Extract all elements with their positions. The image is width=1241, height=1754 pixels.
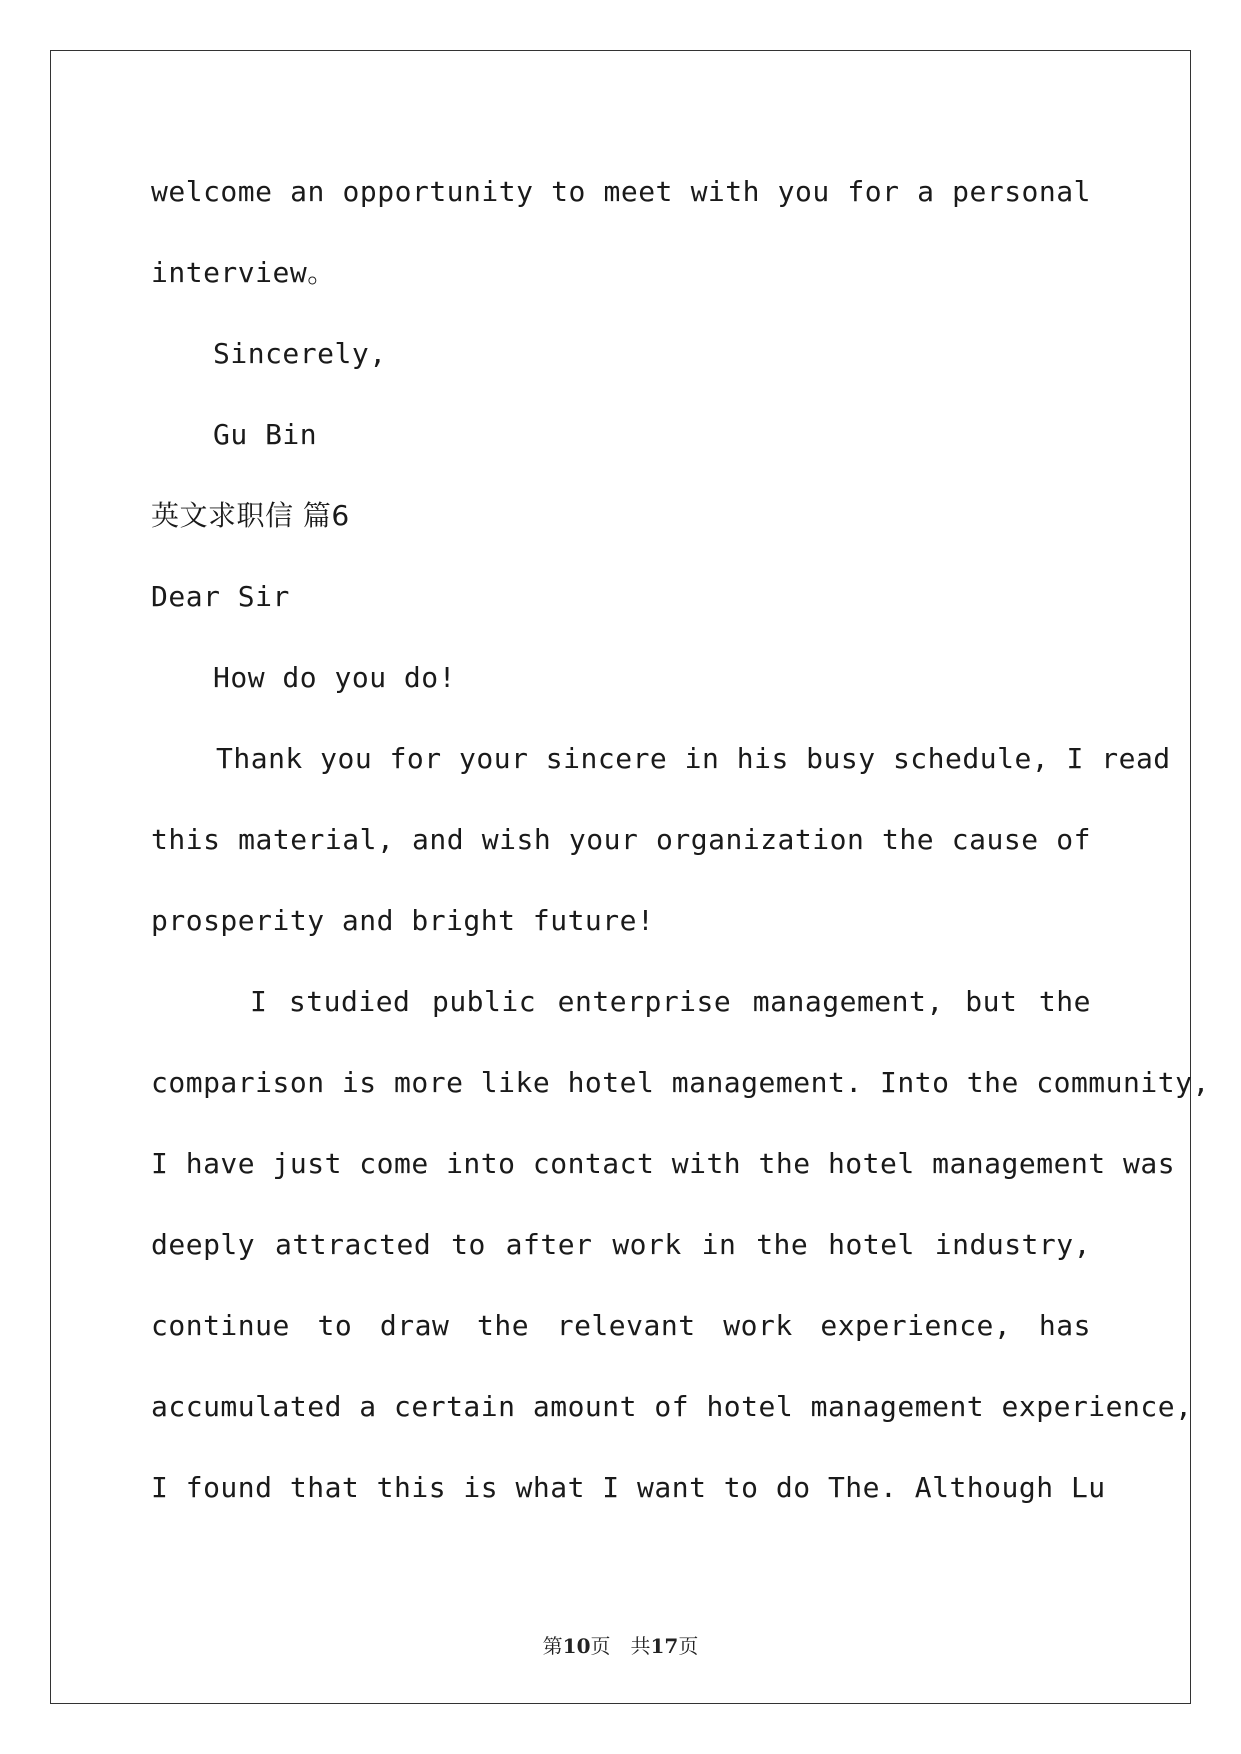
current-page-number: 10 xyxy=(562,1634,591,1658)
text-line: interview。 xyxy=(151,256,336,289)
footer-total-prefix: 共 xyxy=(630,1634,651,1658)
text-line: prosperity and bright future! xyxy=(151,904,655,937)
signature-line: Gu Bin xyxy=(213,418,318,451)
section-heading: 英文求职信 篇6 xyxy=(151,499,350,532)
text-line: this material, and wish your organization the cause of xyxy=(151,823,1091,856)
text-line: Thank you for your sincere in his busy schedule, I read xyxy=(216,742,1171,775)
page-footer xyxy=(0,1630,1241,1659)
text-line: comparison is more like hotel management. Into the community, xyxy=(151,1066,1210,1099)
greeting-line: How do you do! xyxy=(213,661,457,694)
page-border xyxy=(50,50,1210,1704)
total-page-number: 17 xyxy=(650,1634,679,1658)
text-line: I found that this is what I want to do The. Although Lu xyxy=(151,1471,1106,1504)
text-line: I have just come into contact with the hotel management was xyxy=(151,1147,1176,1180)
text-line: accumulated a certain amount of hotel management experience, xyxy=(151,1390,1193,1423)
footer-suffix: 页 xyxy=(678,1634,699,1658)
footer-page-unit: 页 xyxy=(590,1634,611,1658)
text-line: welcome an opportunity to meet with you for a personal xyxy=(151,175,1091,208)
salutation-line: Dear Sir xyxy=(151,580,290,613)
closing-line: Sincerely, xyxy=(213,337,387,370)
text-line: deeply attracted to after work in the hotel industry, xyxy=(151,1228,1091,1261)
footer-prefix: 第 xyxy=(542,1634,563,1658)
text-line: I studied public enterprise management, but the xyxy=(250,985,1091,1018)
text-line: continue to draw the relevant work experience, has xyxy=(151,1309,1091,1342)
